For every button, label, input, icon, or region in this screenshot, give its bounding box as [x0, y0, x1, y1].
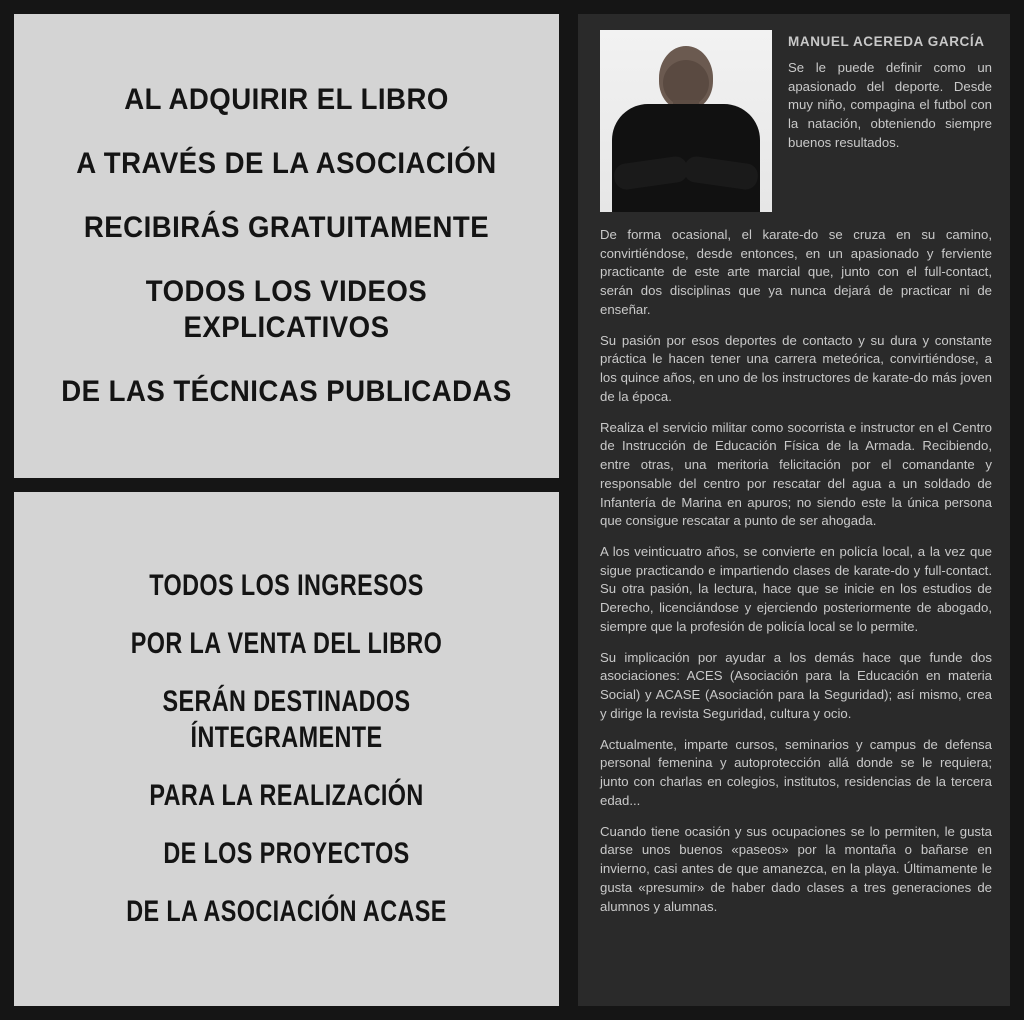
author-name: MANUEL ACEREDA GARCÍA: [788, 34, 985, 49]
biography-paragraph: Se le puede definir como un apasionado del deporte. Desde muy niño, compagina el futbol con la natación, obteniendo siempre buenos resultados.: [788, 60, 992, 150]
biography-paragraph: A los veinticuatro años, se convierte en policía local, a la vez que sigue practicando e impartiendo clases de karate-do y full-contact. Su otra pasión, la lectura, hace que se inicie en los estudios de Derecho, licenciándose y ejerciendo posteriormente de abogado, siempre que la profesión de policía local se lo permite.: [600, 544, 992, 634]
biography-paragraph: Realiza el servicio militar como socorrista e instructor en el Centro de Instrucción de Educación Física de la Armada. Recibiendo, entre otras, una meritoria felicitación por el comandante y responsable del centro por rescatar del agua a un soldado de Infantería de Marina en apuros; no siendo este la única persona que consigue rescatar a punto de ser ahogada.: [600, 419, 992, 529]
promo-line: POR LA VENTA DEL LIBRO: [130, 627, 443, 660]
biography-paragraph: De forma ocasional, el karate-do se cruza en su camino, convirtiéndose, desde entonces, en un apasionado y ferviente practicante de este arte marcial que, junto con el full-contact, serán dos disciplinas que ya nunca dejará de practicar ni de enseñar.: [600, 227, 992, 317]
biography-paragraph: Su pasión por esos deportes de contacto y su dura y constante práctica le hacen tener una carrera meteórica, convirtiéndose, a los quince años, en uno de los instructores de karate-do más joven de la época.: [600, 332, 992, 404]
promo-line: PARA LA REALIZACIÓN: [149, 779, 424, 812]
portrait-torso-shape: [612, 104, 760, 212]
biography-paragraph: Actualmente, imparte cursos, seminarios y campus de defensa personal femenina y autoprotección allá donde se le requiera; junto con charlas en colegios, institutos, residencias de la tercera edad...: [600, 736, 992, 808]
promo-line: TODOS LOS VIDEOS EXPLICATIVOS: [145, 275, 428, 344]
promo-panel-book-videos: [14, 14, 559, 478]
biography-paragraph: Su implicación por ayudar a los demás hace que funde dos asociaciones: ACES (Asociación para la Educación en materia Social) y ACASE (Asociación para la Seguridad); así mismo, crea y dirige la revista Seguridad, cultura y ocio.: [600, 649, 992, 721]
biography-column: [578, 14, 1010, 1006]
biography-body: [600, 226, 992, 916]
promo-line: RECIBIRÁS GRATUITAMENTE: [83, 211, 490, 244]
author-portrait: [600, 30, 772, 212]
biography-intro-block: [788, 30, 992, 153]
promo-line: DE LAS TÉCNICAS PUBLICADAS: [61, 375, 512, 408]
left-column: [14, 14, 559, 1006]
promo-line: A TRAVÉS DE LA ASOCIACIÓN: [76, 147, 497, 180]
promo-line: DE LA ASOCIACIÓN ACASE: [126, 895, 447, 928]
promo-line: TODOS LOS INGRESOS: [149, 569, 424, 602]
promo-panel-ingresos: [14, 492, 559, 1006]
biography-header: [600, 30, 992, 212]
promo-line: DE LOS PROYECTOS: [163, 837, 410, 870]
biography-paragraph: Cuando tiene ocasión y sus ocupaciones se lo permiten, le gusta darse unos buenos «paseos» por la montaña o bañarse en invierno, casi antes de que amanezca, en la playa. Últimamente le gusta «presumir» de haber dado clases a tres generaciones de alumnos y alumnas.: [600, 823, 992, 914]
promo-line: AL ADQUIRIR EL LIBRO: [124, 83, 449, 116]
promo-line: SERÁN DESTINADOS ÍNTEGRAMENTE: [162, 685, 411, 754]
